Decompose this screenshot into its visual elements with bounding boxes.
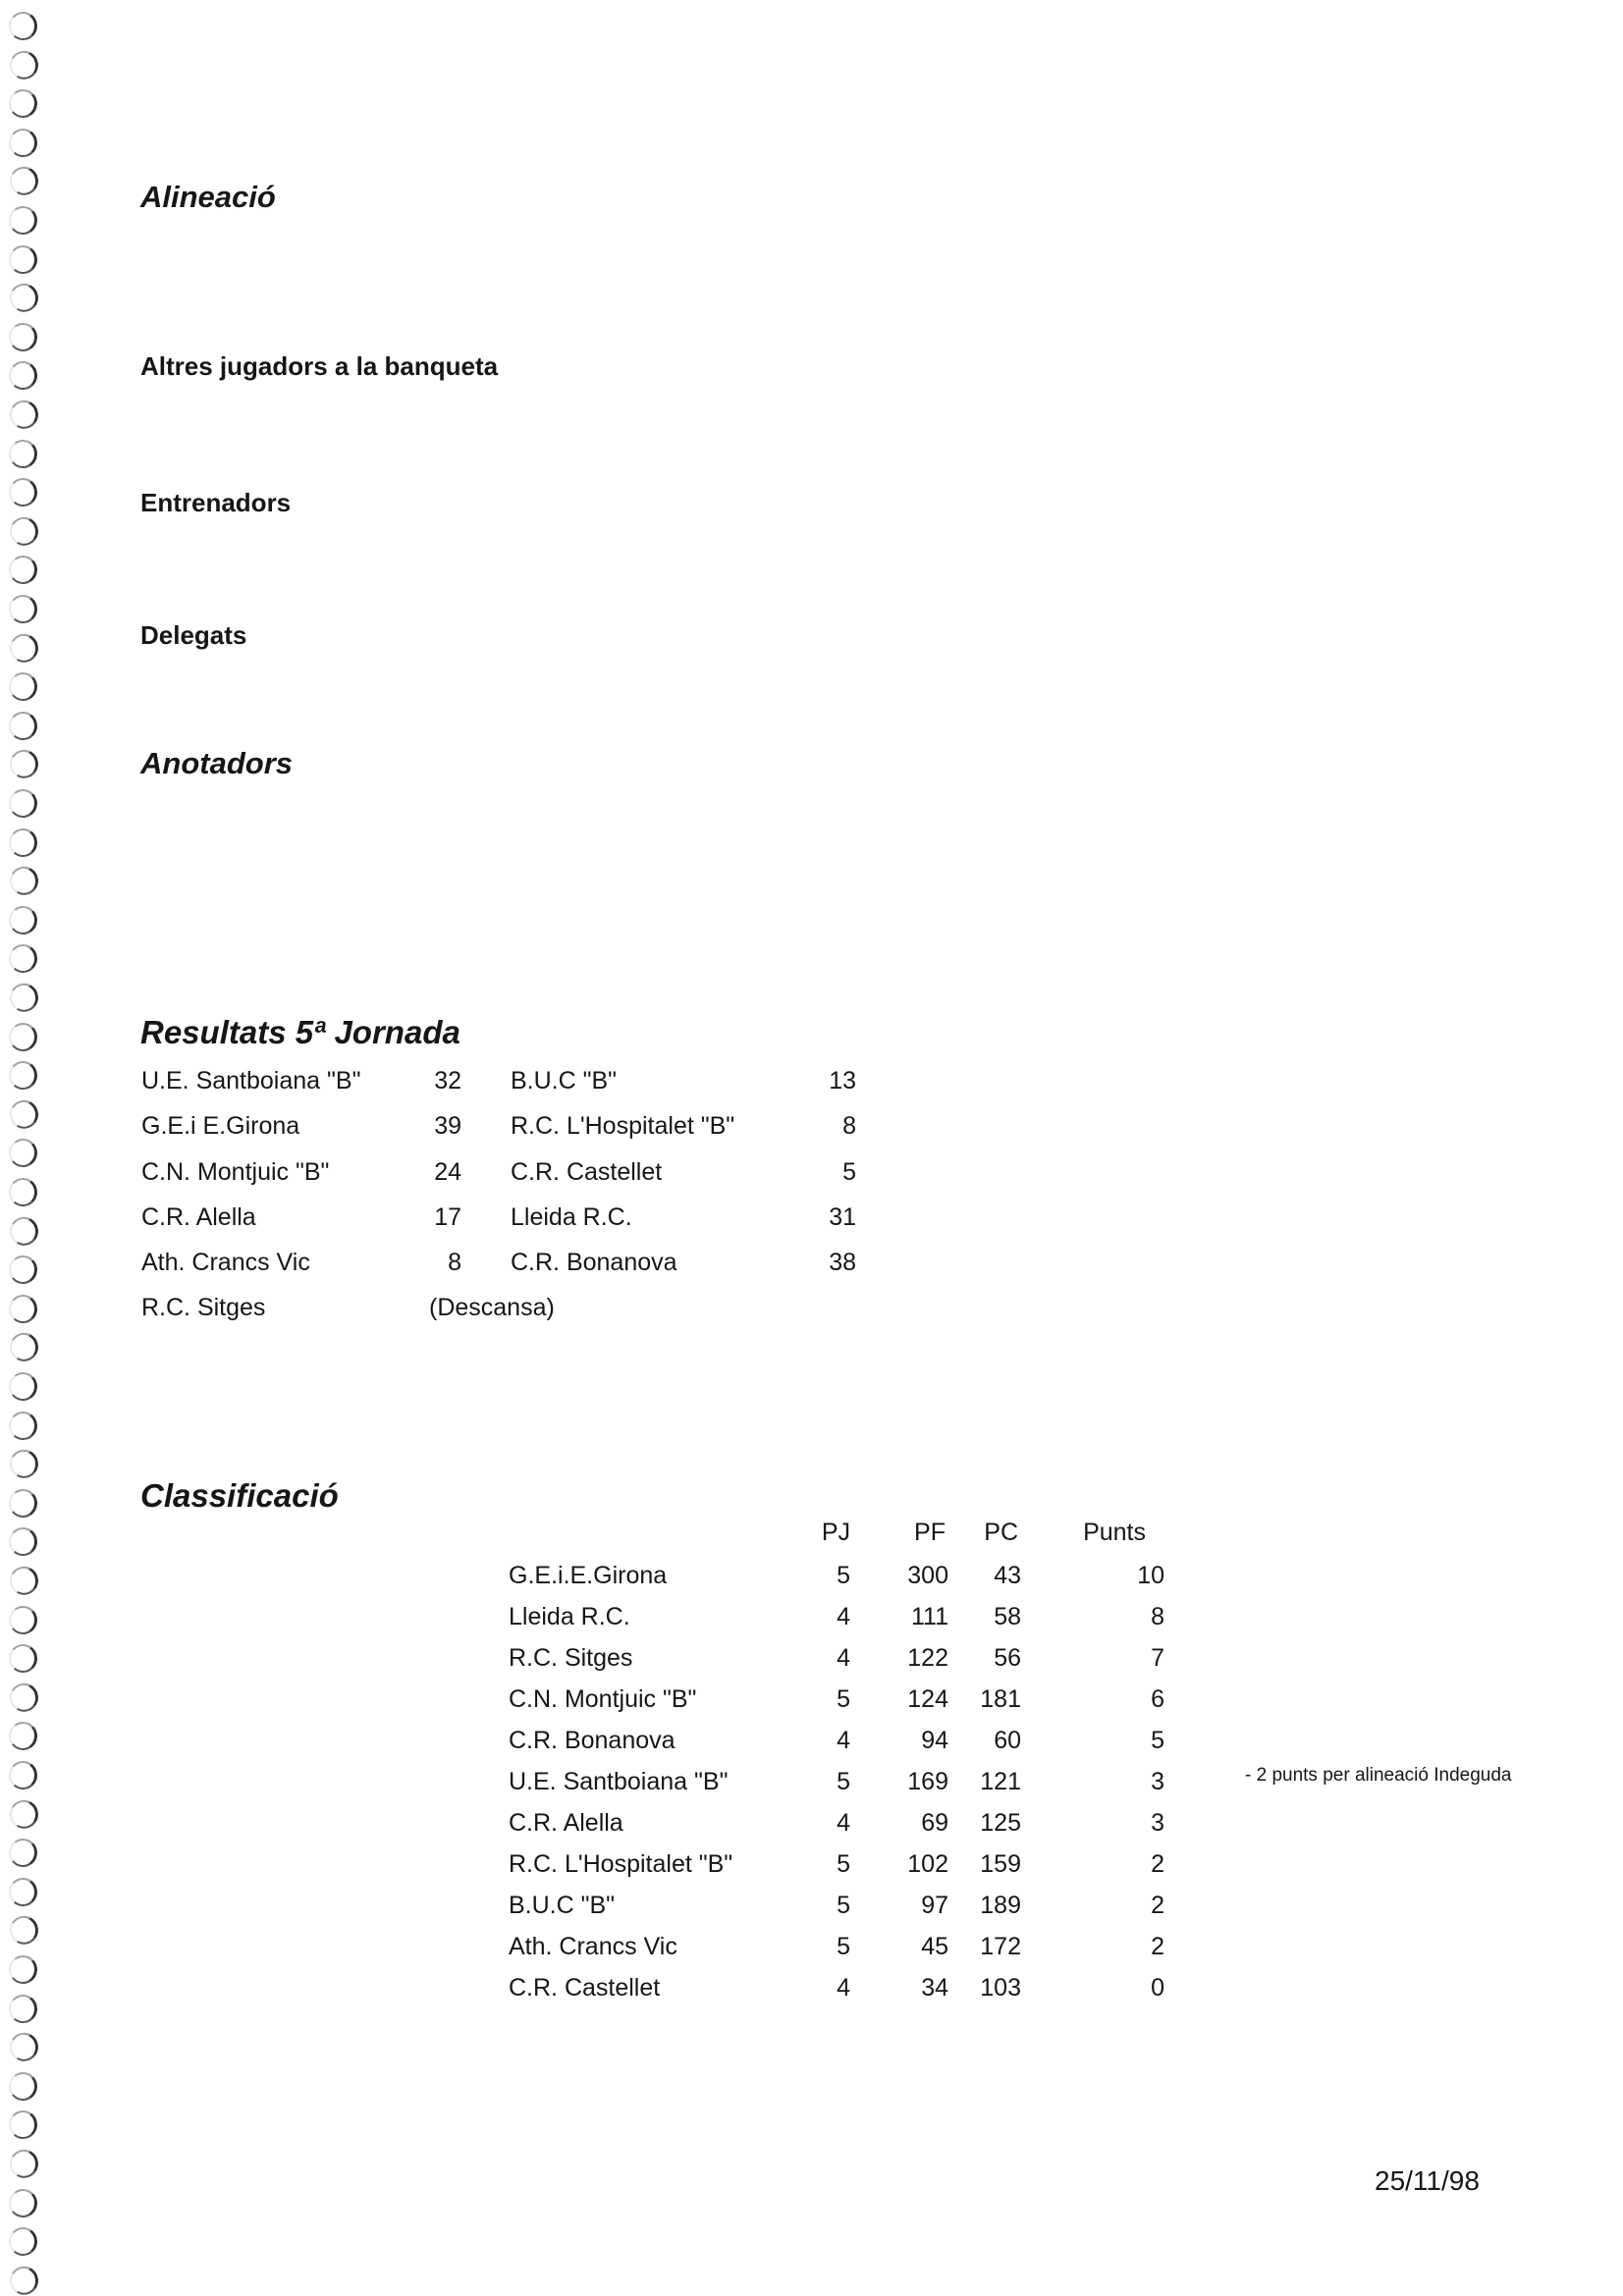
binder-hole-icon [7, 1213, 41, 1248]
header-pj: PJ [821, 1519, 850, 1546]
away-team: C.R. Bonanova [511, 1249, 677, 1277]
pf-value: 300 [907, 1562, 948, 1589]
pf-value: 34 [921, 1974, 948, 2002]
binder-hole-icon [8, 2226, 38, 2257]
punts-value: 2 [1151, 1933, 1164, 1960]
pf-value: 169 [907, 1768, 948, 1795]
team-name: U.E. Santboiana "B" [509, 1768, 729, 1795]
pj-value: 5 [837, 1685, 850, 1713]
binder-hole-icon [7, 1838, 38, 1869]
pj-value: 4 [837, 1644, 850, 1672]
punts-value: 2 [1151, 1892, 1164, 1919]
binder-hole-icon [7, 1370, 38, 1402]
result-row [141, 1240, 856, 1285]
classification-row [509, 1720, 1164, 1761]
binder-hole-icon [8, 128, 38, 158]
pc-value: 58 [994, 1603, 1021, 1630]
header-pf: PF [914, 1519, 946, 1546]
pf-value: 69 [921, 1809, 948, 1837]
binder-hole-icon [7, 1564, 41, 1598]
pj-value: 4 [837, 1974, 850, 2002]
home-score: 32 [434, 1067, 461, 1095]
binder-hole-icon [7, 630, 41, 665]
home-score: 17 [434, 1202, 461, 1231]
binder-hole-icon [7, 1721, 38, 1752]
section-title-delegats: Delegats [140, 620, 247, 650]
binder-hole-icon [8, 594, 38, 624]
binder-hole-icon [7, 438, 38, 469]
punts-value: 3 [1151, 1768, 1164, 1795]
binder-hole-icon [8, 1994, 38, 2024]
classification-row [509, 1885, 1164, 1926]
binder-hole-icon [8, 2109, 38, 2140]
punts-value: 3 [1151, 1809, 1164, 1837]
pc-value: 172 [980, 1933, 1021, 1960]
binder-hole-icon [8, 1643, 38, 1674]
binder-hole-icon [7, 2263, 41, 2296]
result-row [141, 1058, 856, 1103]
binder-hole-icon [7, 2030, 41, 2064]
pf-value: 122 [907, 1644, 948, 1672]
binder-hole-icon [7, 204, 38, 236]
punts-value: 6 [1151, 1685, 1164, 1713]
binder-hole-icon [8, 360, 38, 391]
away-score: 5 [842, 1157, 856, 1186]
punts-value: 7 [1151, 1644, 1164, 1672]
result-row-bye [141, 1285, 856, 1330]
away-score: 38 [829, 1249, 856, 1277]
binder-hole-icon [7, 555, 38, 586]
result-row [141, 1103, 856, 1148]
section-title-anotadors: Anotadors [140, 746, 293, 780]
binder-hole-icon [7, 981, 41, 1015]
binder-hole-icon [7, 1021, 38, 1052]
classification-row [509, 1843, 1164, 1885]
binder-holes [0, 0, 59, 2296]
binder-hole-icon [7, 1447, 41, 1481]
binder-hole-icon [8, 1877, 38, 1907]
section-title-entrenadors: Entrenadors [140, 488, 292, 517]
result-row [141, 1149, 856, 1195]
binder-hole-icon [7, 513, 41, 548]
pf-value: 102 [907, 1850, 948, 1878]
pj-value: 4 [837, 1809, 850, 1837]
binder-hole-icon [8, 1294, 38, 1324]
section-title-resultats: Resultats 5ª Jornada [140, 1014, 460, 1050]
classification-row [509, 1802, 1164, 1843]
classification-row [509, 1637, 1164, 1679]
pj-value: 4 [837, 1603, 850, 1630]
punts-value: 10 [1137, 1562, 1164, 1589]
home-team: Ath. Crancs Vic [141, 1249, 310, 1277]
binder-hole-icon [8, 1177, 38, 1207]
away-team: Lleida R.C. [511, 1202, 632, 1231]
pf-value: 97 [921, 1892, 948, 1919]
binder-hole-icon [7, 47, 41, 81]
binder-hole-icon [7, 864, 41, 898]
binder-hole-icon [8, 828, 38, 858]
binder-hole-icon [7, 1487, 38, 1519]
classification-row [509, 1761, 1164, 1802]
binder-hole-icon [7, 2147, 41, 2181]
classification-row [509, 1679, 1164, 1720]
binder-hole-icon [7, 164, 41, 198]
results-list [141, 1058, 856, 1331]
pf-value: 124 [907, 1685, 948, 1713]
pc-value: 181 [980, 1685, 1021, 1713]
pf-value: 45 [921, 1933, 948, 1960]
penalty-note: - 2 punts per alineació Indeguda [1245, 1765, 1512, 1786]
binder-hole-icon [8, 943, 38, 974]
home-team: G.E.i E.Girona [141, 1112, 300, 1141]
away-team: B.U.C "B" [511, 1067, 618, 1095]
binder-hole-icon [7, 1953, 38, 1985]
team-name: Ath. Crancs Vic [509, 1933, 677, 1960]
binder-hole-icon [7, 1255, 38, 1286]
binder-hole-icon [7, 1138, 38, 1169]
binder-hole-icon [8, 11, 38, 41]
header-pc: PC [984, 1519, 1018, 1546]
section-title-alineacio: Alineació [140, 180, 276, 214]
pc-value: 121 [980, 1768, 1021, 1795]
away-score: 31 [829, 1202, 856, 1231]
binder-hole-icon [8, 1526, 38, 1557]
binder-hole-icon [8, 477, 38, 507]
binder-hole-icon [7, 1330, 41, 1364]
pj-value: 4 [837, 1727, 850, 1754]
document-date: 25/11/98 [1375, 2165, 1480, 2196]
away-score: 13 [829, 1067, 856, 1095]
team-name: C.R. Bonanova [509, 1727, 676, 1754]
binder-hole-icon [7, 2070, 38, 2102]
binder-hole-icon [7, 88, 38, 120]
binder-hole-icon [7, 2187, 38, 2218]
pc-value: 189 [980, 1892, 1021, 1919]
binder-hole-icon [7, 1604, 38, 1635]
binder-hole-icon [7, 398, 41, 432]
binder-hole-icon [7, 1796, 41, 1831]
binder-hole-icon [7, 1913, 41, 1948]
section-title-banqueta: Altres jugadors a la banqueta [140, 351, 499, 381]
home-score: 39 [434, 1112, 461, 1141]
binder-hole-icon [8, 1060, 38, 1091]
team-name: Lleida R.C. [509, 1603, 630, 1630]
header-team-spacer [509, 1518, 784, 1547]
section-title-classificacio: Classificació [140, 1477, 339, 1514]
binder-hole-icon [7, 787, 38, 819]
team-name: B.U.C "B" [509, 1892, 616, 1919]
away-team: C.R. Castellet [511, 1157, 663, 1186]
punts-value: 0 [1151, 1974, 1164, 2002]
pj-value: 5 [837, 1892, 850, 1919]
home-score: 8 [448, 1249, 461, 1277]
team-name: C.N. Montjuic "B" [509, 1685, 697, 1713]
home-score: 24 [434, 1157, 461, 1186]
binder-hole-icon [8, 1411, 38, 1441]
pc-value: 56 [994, 1644, 1021, 1672]
classification-row [509, 1967, 1164, 2008]
classification-row [509, 1596, 1164, 1637]
classification-row [509, 1555, 1164, 1596]
home-team: U.E. Santboiana "B" [141, 1067, 361, 1095]
punts-value: 5 [1151, 1727, 1164, 1754]
home-team: C.R. Alella [141, 1202, 256, 1231]
away-team: R.C. L'Hospitalet "B" [511, 1112, 735, 1141]
team-name: R.C. Sitges [509, 1644, 633, 1672]
pf-value: 111 [910, 1603, 948, 1630]
classification-header-row [509, 1518, 1164, 1547]
binder-hole-icon [7, 321, 38, 352]
team-name: C.R. Alella [509, 1809, 623, 1837]
binder-hole-icon [7, 671, 38, 703]
classification-row [509, 1926, 1164, 1967]
pc-value: 43 [994, 1562, 1021, 1589]
binder-hole-icon [8, 711, 38, 741]
pf-value: 94 [921, 1727, 948, 1754]
binder-hole-icon [7, 1096, 41, 1131]
pj-value: 5 [837, 1850, 850, 1878]
binder-hole-icon [8, 244, 38, 275]
pj-value: 5 [837, 1933, 850, 1960]
team-name: R.C. L'Hospitalet "B" [509, 1850, 733, 1878]
home-team: R.C. Sitges [141, 1294, 266, 1322]
binder-hole-icon [7, 904, 38, 935]
pc-value: 125 [980, 1809, 1021, 1837]
result-row [141, 1195, 856, 1240]
bye-note: (Descansa) [429, 1294, 555, 1322]
pj-value: 5 [837, 1768, 850, 1795]
header-punts: Punts [1083, 1519, 1146, 1546]
pc-value: 60 [994, 1727, 1021, 1754]
team-name: C.R. Castellet [509, 1974, 661, 2002]
binder-hole-icon [7, 281, 41, 315]
punts-value: 2 [1151, 1850, 1164, 1878]
punts-value: 8 [1151, 1603, 1164, 1630]
pc-value: 159 [980, 1850, 1021, 1878]
classification-table [509, 1555, 1164, 2008]
binder-hole-icon [7, 1680, 41, 1714]
binder-hole-icon [8, 1760, 38, 1790]
home-team: C.N. Montjuic "B" [141, 1157, 330, 1186]
binder-hole-icon [7, 747, 41, 781]
team-name: G.E.i.E.Girona [509, 1562, 668, 1589]
pc-value: 103 [980, 1974, 1021, 2002]
pj-value: 5 [837, 1562, 850, 1589]
away-score: 8 [842, 1112, 856, 1141]
